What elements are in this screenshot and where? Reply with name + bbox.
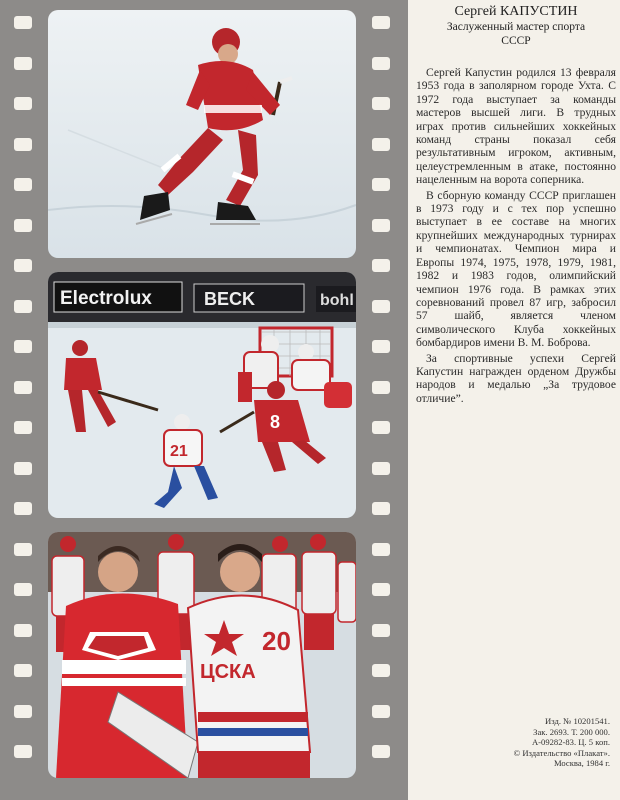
sprocket-hole-right [372, 178, 390, 191]
sprocket-hole-right [372, 259, 390, 272]
sprocket-hole-left [14, 421, 32, 434]
player-last-name: КАПУСТИН [499, 4, 578, 19]
photo-team-portrait [48, 532, 356, 778]
sprocket-hole-right [372, 664, 390, 677]
photo-frame-skating [48, 10, 356, 258]
sprocket-hole-left [14, 543, 32, 556]
imprint-line-3: А-09282-83. Ц. 5 коп. [531, 737, 610, 748]
jersey-cska-text: ЦСКА [200, 661, 256, 683]
photo-frame-goal-action [48, 272, 356, 518]
sprocket-hole-left [14, 178, 32, 191]
player-name [416, 4, 616, 20]
photo-frame-team [48, 532, 356, 778]
publisher-imprint [514, 716, 610, 769]
imprint-line-1: Изд. № 10201541. [545, 716, 610, 726]
imprint-line-5: Москва, 1984 г. [553, 758, 610, 769]
sprocket-hole-right [372, 300, 390, 313]
sprocket-hole-left [14, 16, 32, 29]
sprocket-hole-right [372, 462, 390, 475]
sprocket-hole-left [14, 381, 32, 394]
sprocket-hole-right [372, 583, 390, 596]
jersey-number-8: 8 [270, 412, 281, 432]
ad-beck: BECK [204, 289, 256, 309]
sprocket-hole-left [14, 624, 32, 637]
sprocket-hole-left [14, 502, 32, 515]
sprocket-hole-left [14, 138, 32, 151]
sprocket-hole-right [372, 57, 390, 70]
sprocket-hole-right [372, 138, 390, 151]
player-title-line-1: Заслуженный мастер спорта [446, 21, 586, 33]
text-panel [416, 0, 616, 800]
ad-bohl: bohl [320, 292, 354, 309]
sprocket-hole-right [372, 421, 390, 434]
photo-goal-action [48, 272, 356, 518]
sprocket-hole-right [372, 502, 390, 515]
player-title-line-2: СССР [501, 35, 531, 47]
sprocket-hole-right [372, 16, 390, 29]
sprocket-hole-left [14, 259, 32, 272]
imprint-line-2: Зак. 2693. Т. 200 000. [533, 726, 610, 737]
sprocket-hole-right [372, 624, 390, 637]
player-first-name: Сергей [454, 4, 497, 19]
player-header [416, 4, 616, 48]
sprocket-hole-left [14, 219, 32, 232]
sprocket-hole-left [14, 462, 32, 475]
jersey-number-21: 21 [170, 443, 188, 460]
ad-electrolux: Electrolux [60, 288, 152, 309]
imprint-line-4: © Издательство «Плакат». [513, 747, 610, 758]
biography-paragraph-2: В сборную команду СССР приглашен в 1973 году и с тех пор успешно выступает в ее составе на многих крупнейших международных турнирах и чемпионатах. Чемпион мира и Европы 1974, 1975, 1978, 1979, 1981, 1982 и 1983 годов, олимпийский чемпион 1976 года. В рамках этих соревнований провел 87 игр, забросил 57 шайб, является членом символического Клуба хоккейных бомбардиров имени В. М. Боброва. [416, 188, 616, 350]
sprocket-hole-left [14, 583, 32, 596]
sprocket-hole-right [372, 381, 390, 394]
sprocket-hole-left [14, 340, 32, 353]
biography [416, 66, 616, 405]
sprocket-hole-right [372, 219, 390, 232]
sprocket-hole-left [14, 300, 32, 313]
sprocket-hole-left [14, 664, 32, 677]
sprocket-hole-left [14, 705, 32, 718]
sprocket-hole-right [372, 340, 390, 353]
sprocket-hole-right [372, 543, 390, 556]
jersey-number-20: 20 [262, 626, 291, 656]
sprocket-hole-right [372, 705, 390, 718]
sprocket-hole-left [14, 745, 32, 758]
biography-paragraph-1: Сергей Капустин родился 13 февраля 1953 года в заполярном городе Ухта. С 1972 года выступает за команды мастеров высшей лиги. В трудных играх против сильнейших хоккейных команд страны показал себя результативным игроком, активным, целеустремленным в атаке, постоянно нацеленным на ворота соперника. [416, 66, 616, 187]
sprocket-hole-left [14, 97, 32, 110]
biography-paragraph-3: За спортивные успехи Сергей Капустин награжден орденом Дружбы народов и медалью „За трудовое отличие”. [416, 351, 616, 405]
sprocket-hole-right [372, 745, 390, 758]
sprocket-hole-right [372, 97, 390, 110]
photo-skating-player [48, 10, 356, 258]
sprocket-hole-left [14, 57, 32, 70]
